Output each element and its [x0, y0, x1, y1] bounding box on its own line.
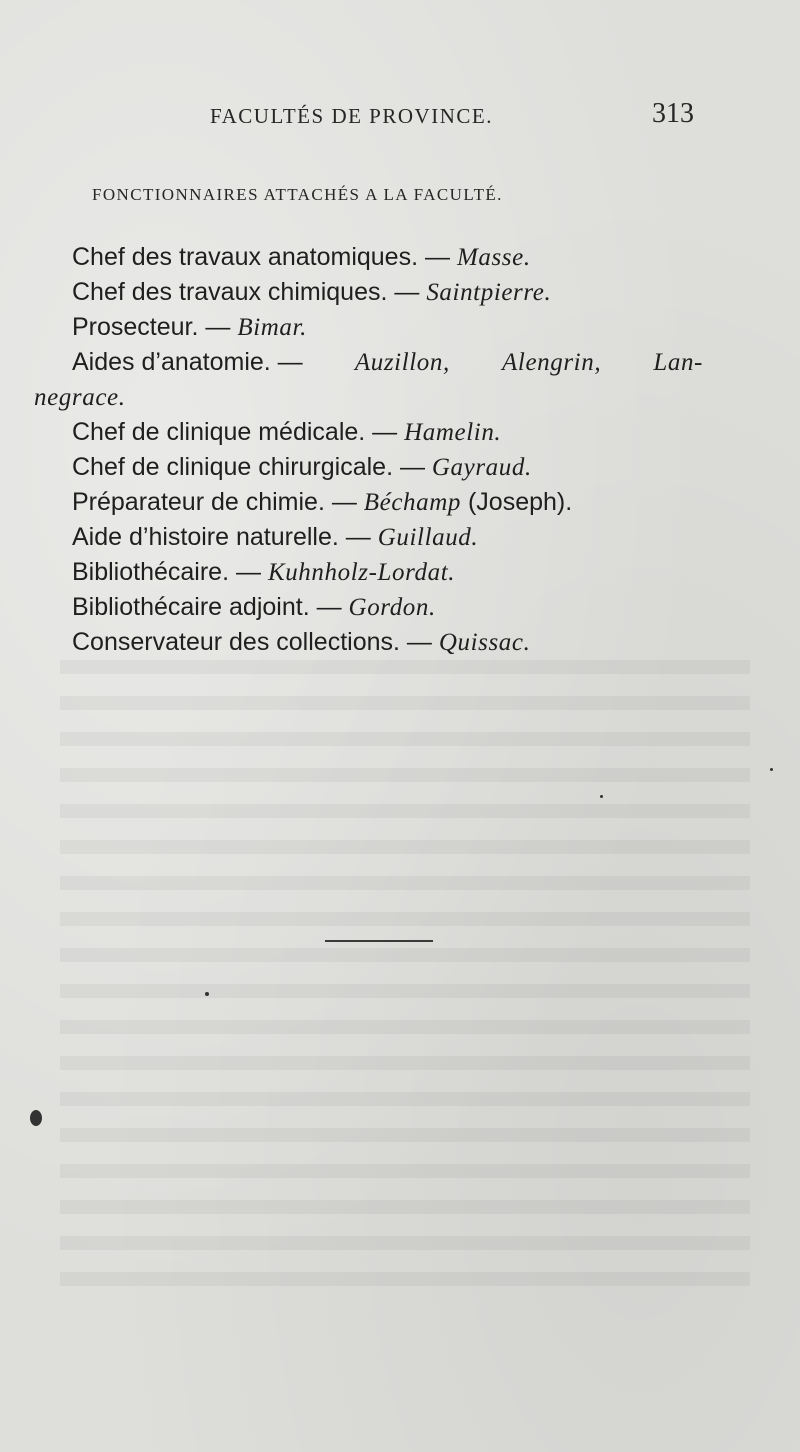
entry-role: Aide d’histoire naturelle. —: [72, 523, 378, 551]
entry-name: Saintpierre.: [426, 279, 552, 306]
entry-suffix: (Joseph).: [461, 488, 573, 516]
list-item: [0, 485, 800, 520]
entry-role: Chef des travaux chimiques. —: [72, 278, 427, 306]
list-item: [0, 240, 800, 275]
list-item: [0, 555, 800, 590]
ink-speck: [600, 795, 603, 798]
entry-name: Béchamp: [363, 489, 462, 516]
entry-name: Alengrin,: [502, 349, 602, 376]
list-item: [0, 625, 800, 660]
entry-name: Kuhnholz-Lordat.: [267, 559, 456, 586]
entry-name: Masse.: [456, 244, 531, 271]
entry-role: Aides d’anatomie. —: [72, 348, 303, 376]
entry-name: Auzillon,: [354, 349, 450, 376]
list-item: [0, 590, 800, 625]
entry-continuation: negrace.: [34, 384, 126, 411]
ink-speck: [770, 768, 773, 771]
entry-name: Hamelin.: [404, 419, 502, 446]
list-item: [0, 275, 800, 310]
entry-name: Guillaud.: [377, 524, 479, 551]
list-item: [0, 450, 800, 485]
list-item: [0, 310, 800, 345]
page-number: 313: [652, 98, 694, 129]
entry-role: Chef de clinique médicale. —: [72, 418, 405, 446]
entry-name: Gordon.: [348, 594, 436, 621]
running-head: FACULTÉS DE PROVINCE.: [210, 104, 493, 128]
ink-speck: [30, 1110, 42, 1126]
entry-role: Chef des travaux anatomiques. —: [72, 243, 457, 271]
list-item: [0, 345, 703, 380]
staff-list: [0, 240, 800, 660]
entry-role: Conservateur des collections. —: [72, 628, 439, 656]
entry-name: Quissac.: [438, 629, 531, 656]
list-item: [0, 415, 800, 450]
entry-role: Bibliothécaire. —: [72, 558, 268, 586]
entry-role: Bibliothécaire adjoint. —: [72, 593, 349, 621]
entry-name: Bimar.: [237, 314, 307, 341]
entry-role: Préparateur de chimie. —: [72, 488, 364, 516]
entry-role: Chef de clinique chirurgicale. —: [72, 453, 432, 481]
list-item: [0, 520, 800, 555]
section-title: FONCTIONNAIRES ATTACHÉS A LA FACULTÉ.: [92, 185, 503, 204]
ink-speck: [205, 992, 209, 996]
section-divider: [325, 940, 433, 942]
entry-name: Gayraud.: [431, 454, 532, 481]
entry-role: Prosecteur. —: [72, 313, 238, 341]
entry-name: Lan-: [653, 349, 703, 376]
show-through-text: [60, 660, 750, 1300]
